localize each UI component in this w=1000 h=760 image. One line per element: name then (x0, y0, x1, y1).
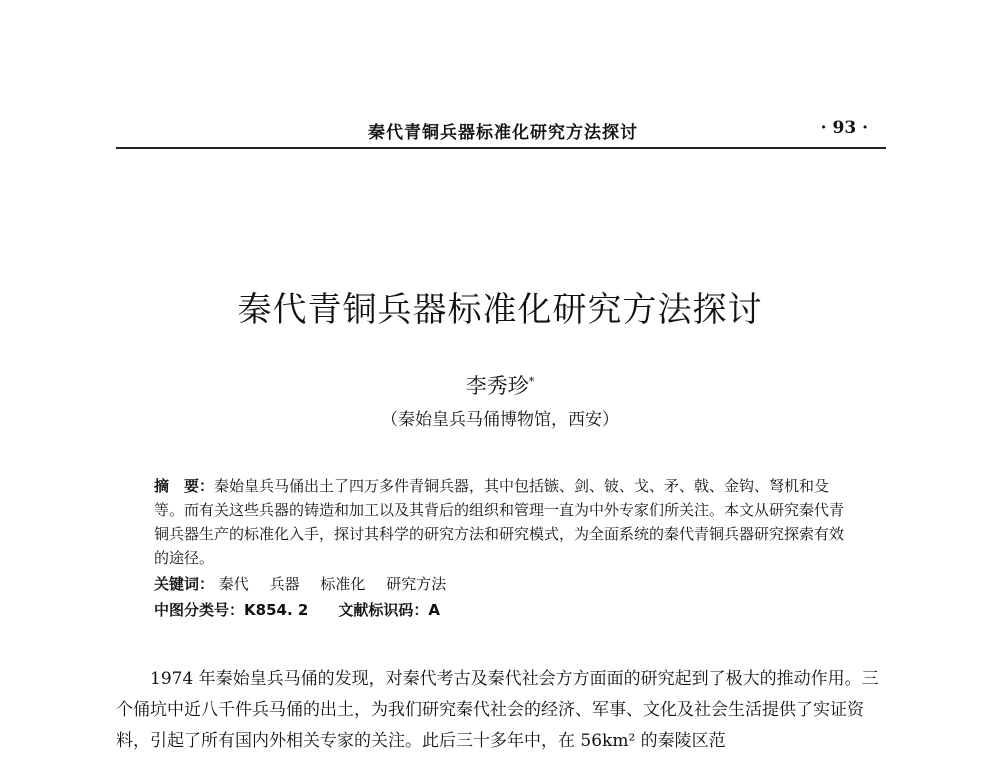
body-text (116, 664, 886, 757)
keywords-line (154, 572, 850, 596)
running-title: 秦代青铜兵器标准化研究方法探讨 (368, 123, 638, 143)
clc-value: K854. 2 (244, 601, 309, 619)
author (0, 370, 1000, 400)
keyword-item: 研究方法 (386, 575, 447, 593)
author-footnote-mark: * (528, 375, 535, 388)
author-affiliation: （秦始皇兵马俑博物馆，西安） (381, 410, 619, 430)
abstract (154, 474, 850, 570)
page-number: · 93 · (820, 118, 868, 138)
abstract-block (154, 474, 850, 622)
abstract-label: 摘 要： (154, 477, 215, 495)
doc-code-value: A (428, 601, 440, 619)
abstract-text: 秦始皇兵马俑出土了四万多件青铜兵器，其中包括镞、剑、铍、戈、矛、戟、金钩、弩机和殳等。而有关这些兵器的铸造和加工以及其背后的组织和管理一直为中外专家们所关注。本文从研究秦代青铜兵器生产的标准化入手，探讨其科学的研究方法和研究模式，为全面系统的秦代青铜兵器研究探索有效的途径。 (154, 477, 845, 567)
running-header (116, 118, 886, 146)
header-rule (116, 147, 886, 149)
keyword-item: 兵器 (269, 575, 300, 593)
body-paragraph: 1974 年秦始皇兵马俑的发现，对秦代考古及秦代社会方方面面的研究起到了极大的推动作用。三个俑坑中近八千件兵马俑的出土，为我们研究秦代社会的经济、军事、文化及社会生活提供了实证资料，引起了所有国内外相关专家的关注。此后三十多年中，在 56km² 的秦陵区范 (116, 669, 879, 751)
classification-line (154, 598, 850, 622)
paper-title: 秦代青铜兵器标准化研究方法探讨 (237, 290, 763, 330)
keyword-item: 秦代 (218, 575, 249, 593)
clc-label: 中图分类号： (154, 601, 245, 619)
doc-code-label: 文献标识码： (338, 601, 429, 619)
author-name: 李秀珍 (465, 374, 529, 398)
keywords-label: 关键词： (154, 575, 215, 593)
keyword-item: 标准化 (320, 575, 366, 593)
